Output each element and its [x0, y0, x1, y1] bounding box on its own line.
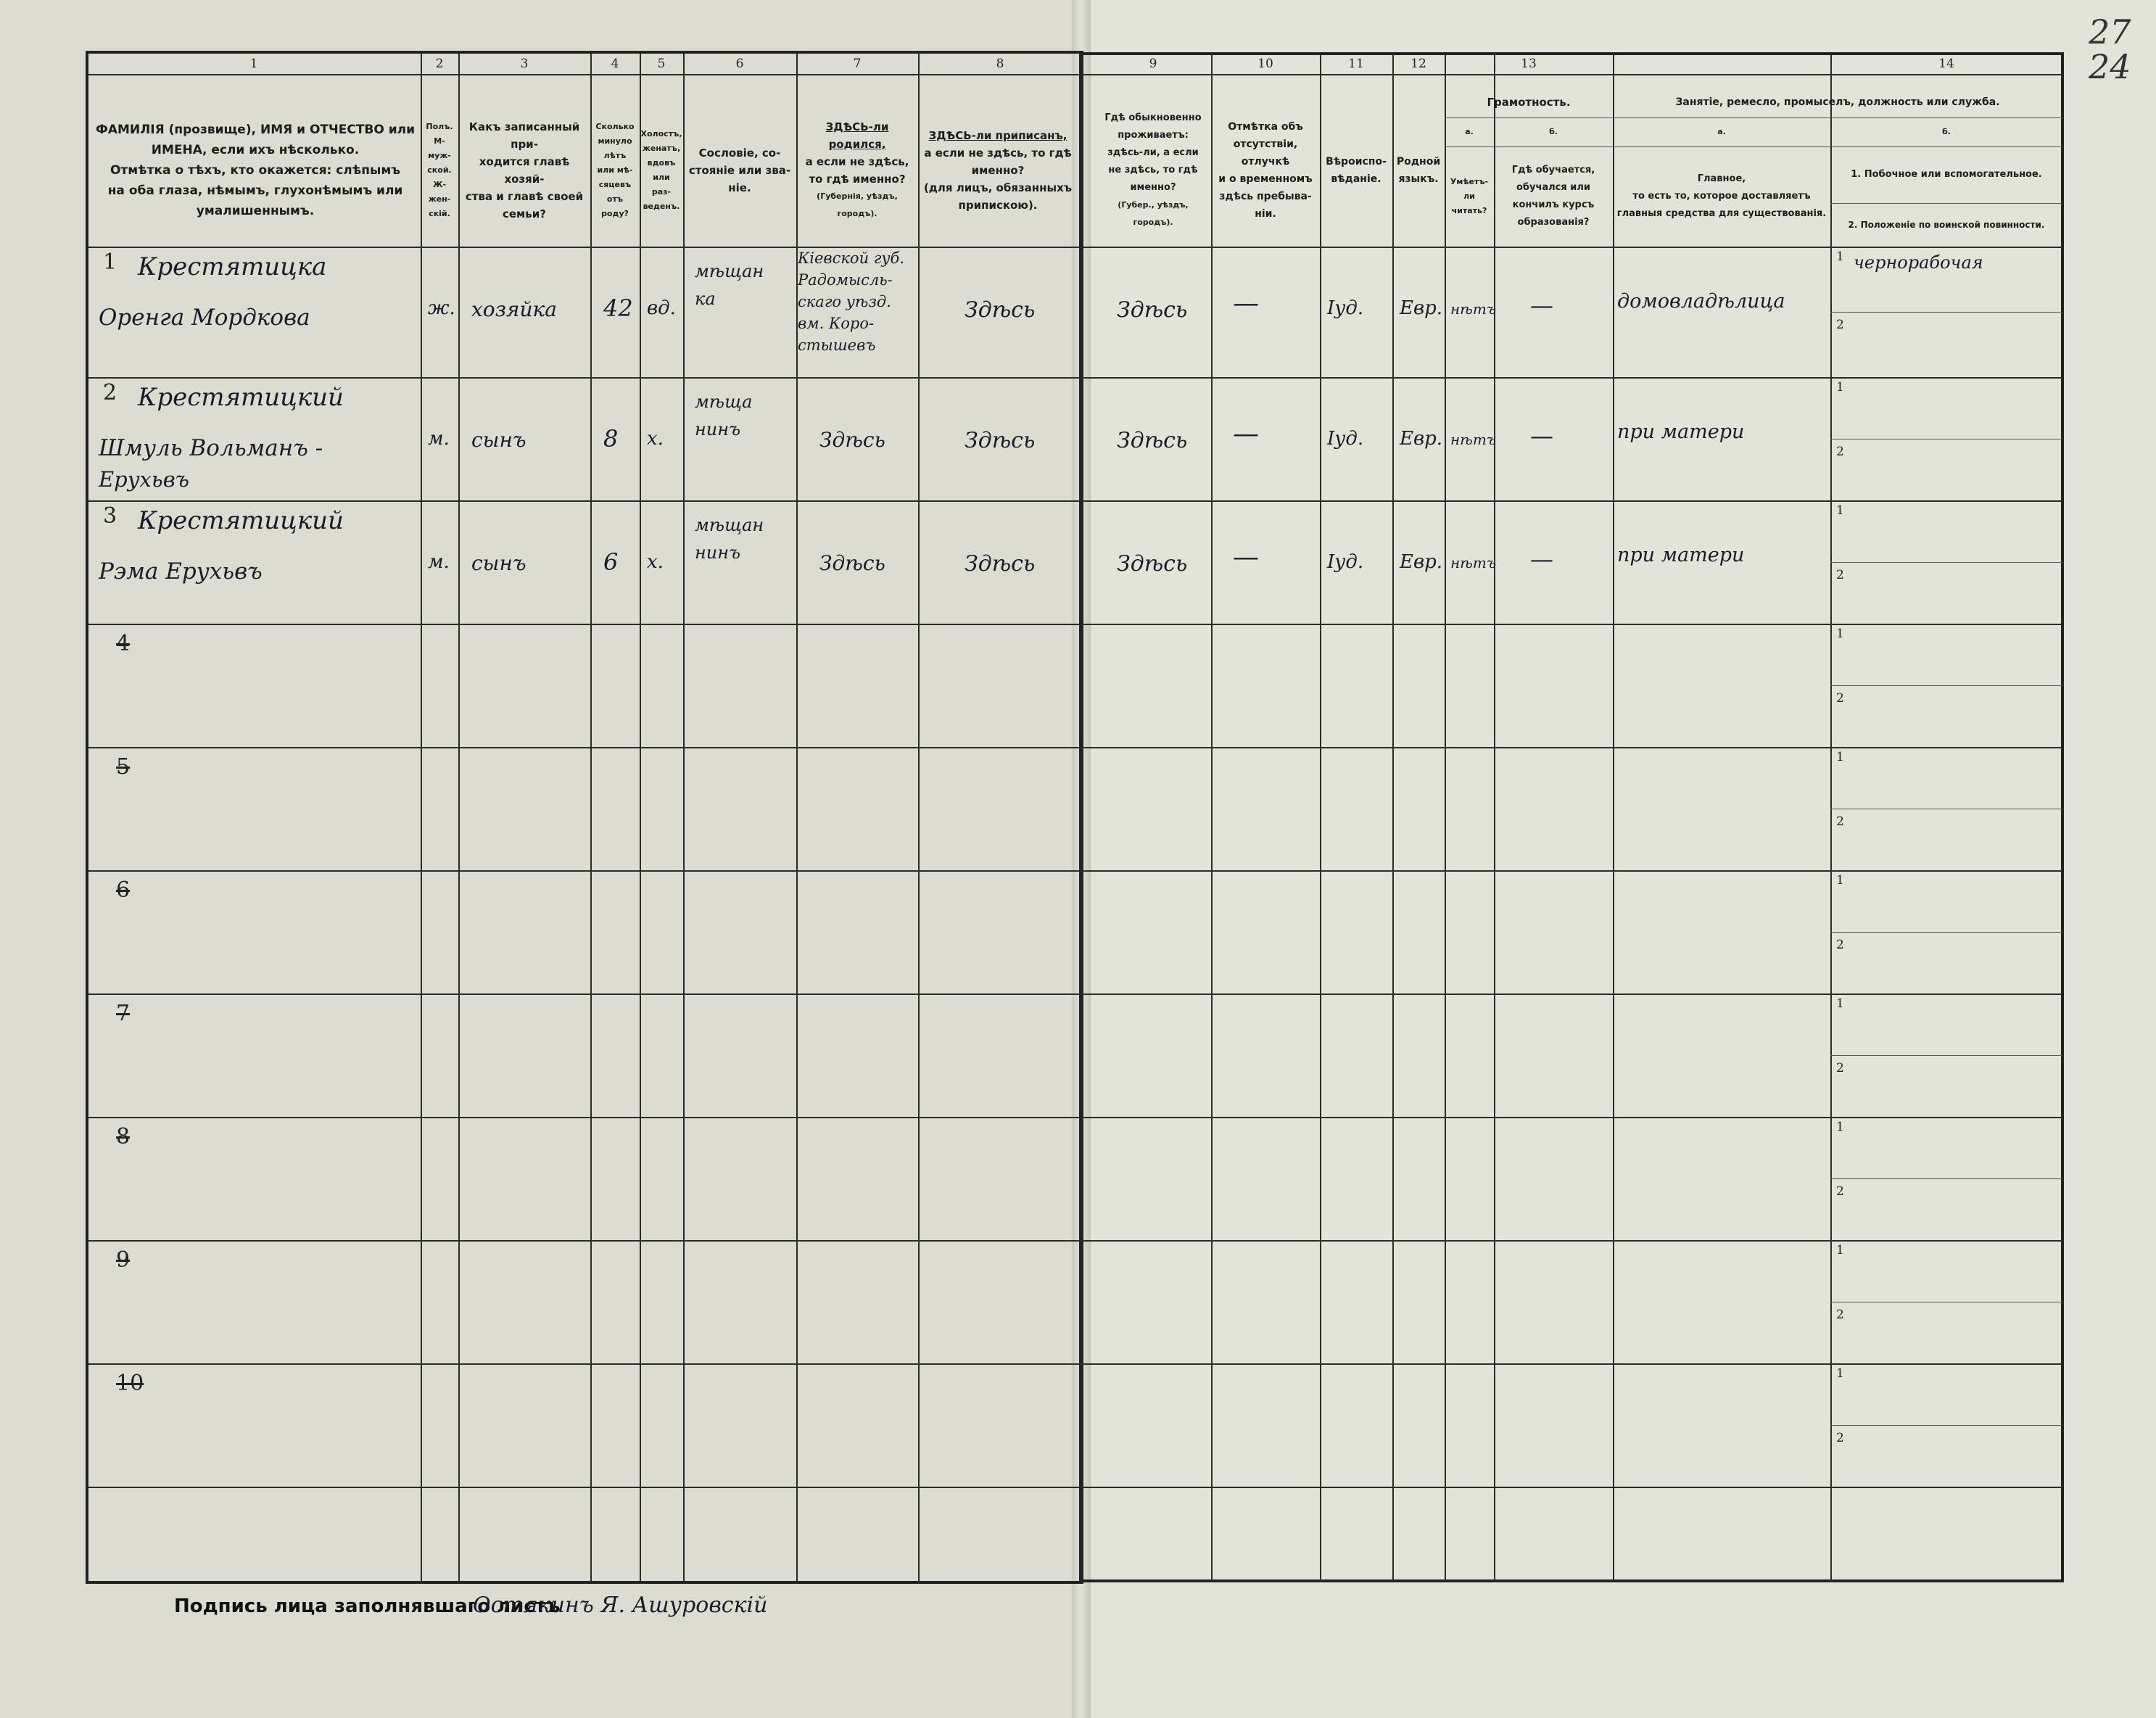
military-label: 2: [1836, 1431, 1844, 1445]
military-label: 2: [1836, 1061, 1844, 1075]
literacy-value: нѣтъ: [1450, 554, 1497, 571]
language-value: Евр.: [1400, 297, 1443, 319]
column-divider: [1211, 54, 1213, 1582]
subrow-divider: [1830, 1055, 2062, 1056]
age-value: 8: [603, 425, 619, 453]
column-number: 6: [735, 57, 744, 71]
row-divider: [88, 1117, 1082, 1118]
column-divider: [1445, 54, 1446, 1582]
subrow-divider: [1830, 932, 2062, 933]
side-occupation-label: 1: [1836, 249, 1844, 264]
language-value: Евр.: [1400, 551, 1443, 573]
footer-signature: Остякинъ Я. Ашуровскій: [473, 1593, 768, 1618]
column-number: 11: [1348, 57, 1364, 71]
header-can-read: Умѣетъ- ли читать?: [1450, 177, 1489, 215]
side-occupation-label: 1: [1836, 996, 1844, 1011]
subrow-divider: [1830, 312, 2062, 313]
birthplace-value: Радомысль-: [798, 271, 893, 289]
column-divider: [1392, 54, 1394, 1582]
row-divider: [1081, 377, 2062, 379]
row-divider: [1081, 1117, 2062, 1118]
row-divider: [88, 1363, 1082, 1365]
row-number: 5: [116, 754, 131, 780]
header-literacy-a: а.: [1465, 127, 1474, 136]
header-literacy-b: б.: [1549, 127, 1558, 136]
row-number: 2: [103, 380, 117, 405]
column-number: 7: [853, 57, 862, 71]
marital-value: х.: [647, 428, 664, 450]
birthplace-value: Кіевской губ.: [798, 249, 905, 267]
occupation-value: при матери: [1617, 421, 1745, 443]
column-number: 2: [435, 57, 444, 71]
subrow-divider: [1830, 1425, 2062, 1426]
education-value: —: [1530, 422, 1553, 450]
birthplace-value: Здѣсь: [819, 551, 885, 575]
row-divider: [88, 500, 1082, 502]
column-divider: [1494, 54, 1495, 1582]
row-divider: [88, 247, 1082, 248]
column-number: 14: [1938, 57, 1954, 71]
header-estate: Сословіе, со- стояніе или зва- ніе.: [688, 146, 791, 194]
column-number: 8: [996, 57, 1004, 71]
row-divider: [88, 377, 1082, 379]
header-birthplace: ЗДѢСЬ-ли родился, а если не здѣсь, то гдѣ именно? (Губернія, уѣздъ, городъ).: [805, 120, 909, 218]
side-occupation-value: чернорабочая: [1854, 252, 1983, 273]
row-divider: [1081, 747, 2062, 748]
marital-value: х.: [647, 551, 664, 573]
given-name: Рэма Ерухьвъ: [99, 558, 263, 585]
column-divider: [590, 54, 592, 1582]
header-religion: Вѣроиспо- вѣданіе.: [1326, 156, 1387, 185]
relation-value: хозяйка: [471, 297, 557, 321]
religion-value: Іуд.: [1327, 297, 1364, 319]
side-occupation-label: 1: [1836, 1243, 1844, 1257]
column-number-divider: [88, 74, 1082, 75]
right-table-frame: [1079, 52, 2064, 1582]
row-divider: [1081, 1240, 2062, 1242]
header-occupation: Занятіе, ремесло, промыселъ, должность или служба.: [1675, 96, 2000, 108]
row-divider: [1081, 1487, 2062, 1488]
sex-value: м.: [428, 428, 450, 450]
side-occupation-label: 1: [1836, 750, 1844, 764]
header-marital: Холостъ, женатъ, вдовъ или раз- веденъ.: [640, 129, 682, 211]
birthplace-value: стышевъ: [798, 336, 876, 354]
sex-value: м.: [428, 551, 450, 573]
column-divider: [1830, 54, 1832, 1582]
literacy-value: нѣтъ: [1450, 431, 1497, 448]
row-divider: [88, 1240, 1082, 1242]
header-sex: Полъ. М-муж- ской. Ж-жен- скій.: [426, 122, 453, 218]
birthplace-value: Здѣсь: [819, 428, 885, 452]
religion-value: Іуд.: [1327, 428, 1364, 450]
header-occupation-b: б.: [1942, 127, 1951, 136]
row-divider: [1081, 500, 2062, 502]
row-divider: [1081, 624, 2062, 625]
subrow-divider: [1830, 685, 2062, 686]
column-number: 3: [520, 57, 529, 71]
marital-value: вд.: [647, 297, 676, 319]
military-label: 2: [1836, 1184, 1844, 1199]
row-divider: [88, 994, 1082, 995]
row-divider: [1081, 247, 2062, 248]
sex-value: ж.: [428, 297, 455, 319]
occupation-value: при матери: [1617, 544, 1745, 566]
residence-value: Здѣсь: [1117, 551, 1188, 577]
header-age: Сколько минуло лѣтъ или мѣ- сяцевъ отъ роду?: [595, 122, 635, 218]
column-divider: [1320, 54, 1321, 1582]
residence-value: Здѣсь: [1117, 297, 1188, 323]
column-number: 9: [1149, 57, 1157, 71]
row-divider: [88, 624, 1082, 625]
side-occupation-label: 1: [1836, 1120, 1844, 1134]
row-number: 9: [116, 1247, 131, 1273]
header-language: Родной языкъ.: [1396, 156, 1441, 185]
column-divider: [458, 54, 460, 1582]
birthplace-value: вм. Коро-: [798, 315, 875, 332]
subrow-divider: [1830, 1178, 2062, 1179]
education-value: —: [1530, 292, 1553, 319]
header-education: Гдѣ обучается, обучался или кончилъ курсъ образованія?: [1511, 165, 1595, 228]
registered-value: Здѣсь: [965, 551, 1036, 577]
row-divider: [1081, 994, 2062, 995]
estate-value: нинъ: [695, 419, 741, 439]
birthplace-value: скаго уѣзд.: [798, 293, 891, 310]
row-divider: [88, 1487, 1082, 1488]
subrow-divider: [1830, 562, 2062, 563]
age-value: 42: [603, 294, 633, 322]
residence-value: Здѣсь: [1117, 428, 1188, 453]
side-occupation-label: 1: [1836, 873, 1844, 888]
registered-value: Здѣсь: [965, 297, 1036, 323]
row-divider: [1081, 870, 2062, 872]
relation-value: сынъ: [471, 428, 526, 452]
surname: Крестятицкий: [138, 383, 344, 412]
side-occupation-label: 1: [1836, 1366, 1844, 1381]
military-label: 2: [1836, 814, 1844, 829]
relation-value: сынъ: [471, 551, 526, 575]
surname: Крестятицка: [138, 252, 327, 281]
language-value: Евр.: [1400, 428, 1443, 450]
footer-label: Подпись лица заполнявшаго листъ: [174, 1595, 561, 1617]
row-number: 6: [116, 877, 131, 903]
military-label: 2: [1836, 568, 1844, 582]
column-divider: [421, 54, 422, 1582]
column-number: 13: [1521, 57, 1537, 71]
estate-value: нинъ: [695, 542, 741, 563]
estate-value: ка: [695, 289, 716, 309]
military-label: 2: [1836, 318, 1844, 332]
column-number-divider: [1081, 74, 2062, 75]
column-number: 12: [1411, 57, 1426, 71]
header-main-occupation: Главное, то есть то, которое доставляетъ главныя средства для существованія.: [1616, 173, 1827, 219]
header-residence: Гдѣ обыкновенно проживаетъ: здѣсь-ли, а если не здѣсь, то гдѣ именно? (Губер., уѣздъ, городъ).: [1104, 112, 1202, 227]
column-divider: [640, 54, 641, 1582]
row-number: 4: [116, 631, 131, 656]
absence-value: —: [1233, 419, 1259, 449]
column-divider: [683, 54, 685, 1582]
given-name-cont: Ерухьвъ: [99, 467, 189, 492]
religion-value: Іуд.: [1327, 551, 1364, 573]
header-occupation-a: а.: [1717, 127, 1726, 136]
registered-value: Здѣсь: [965, 428, 1036, 453]
surname: Крестятицкий: [138, 506, 344, 535]
given-name: Оренга Мордкова: [99, 305, 310, 331]
row-number: 1: [103, 249, 117, 275]
row-divider: [88, 870, 1082, 872]
age-value: 6: [603, 548, 619, 576]
side-occupation-label: 1: [1836, 503, 1844, 518]
header-registered: ЗДѢСЬ-ли приписанъ, а если не здѣсь, то гдѣ именно? (для лицъ, обязанныхъ припискою).: [923, 129, 1073, 212]
estate-value: мѣщан: [695, 515, 764, 535]
column-number: 5: [657, 57, 666, 71]
column-divider: [1613, 54, 1614, 1582]
given-name: Шмуль Вольманъ -: [99, 435, 323, 461]
occupation-value: домовладѣлица: [1617, 290, 1785, 313]
column-number: 10: [1257, 57, 1273, 71]
column-number: 4: [611, 57, 619, 71]
military-label: 2: [1836, 691, 1844, 706]
absence-value: —: [1233, 542, 1259, 572]
estate-value: мѣща: [695, 392, 753, 412]
military-label: 2: [1836, 445, 1844, 459]
row-number: 8: [116, 1124, 131, 1149]
side-occupation-label: 1: [1836, 380, 1844, 395]
row-divider: [1081, 1363, 2062, 1365]
side-occupation-label: 1: [1836, 627, 1844, 641]
row-number: 10: [116, 1371, 144, 1396]
absence-value: —: [1233, 289, 1259, 318]
header-side-occupation: 1. Побочное или вспомогательное.: [1851, 169, 2042, 180]
row-number: 7: [116, 1001, 131, 1026]
header-name: ФАМИЛІЯ (прозвище), ИМЯ и ОТЧЕСТВО или ИМЕНА, если ихъ нѣсколько. Отмѣтка о тѣхъ, кто окажется: слѣпымъ на оба глаза, нѣмымъ, глухонѣмымъ или умалишеннымъ.: [95, 123, 416, 218]
row-divider: [88, 747, 1082, 748]
header-relation: Какъ записанный при- ходится главѣ хозяй- ства и главѣ своей семьи?: [465, 120, 584, 220]
military-label: 2: [1836, 1308, 1844, 1322]
page-number-mark: 27 24: [2089, 12, 2131, 86]
row-number: 3: [103, 503, 117, 529]
estate-value: мѣщан: [695, 261, 764, 281]
military-label: 2: [1836, 938, 1844, 952]
header-literacy: Грамотность.: [1487, 96, 1571, 109]
column-divider: [918, 54, 920, 1582]
literacy-value: нѣтъ: [1450, 300, 1497, 318]
header-military: 2. Положеніе по воинской повинности.: [1848, 220, 2045, 230]
column-number: 1: [249, 57, 258, 71]
education-value: —: [1530, 545, 1553, 573]
header-absence: Отмѣтка объ отсутствіи, отлучкѣ и о временномъ здѣсь пребыва- ніи.: [1218, 121, 1313, 220]
